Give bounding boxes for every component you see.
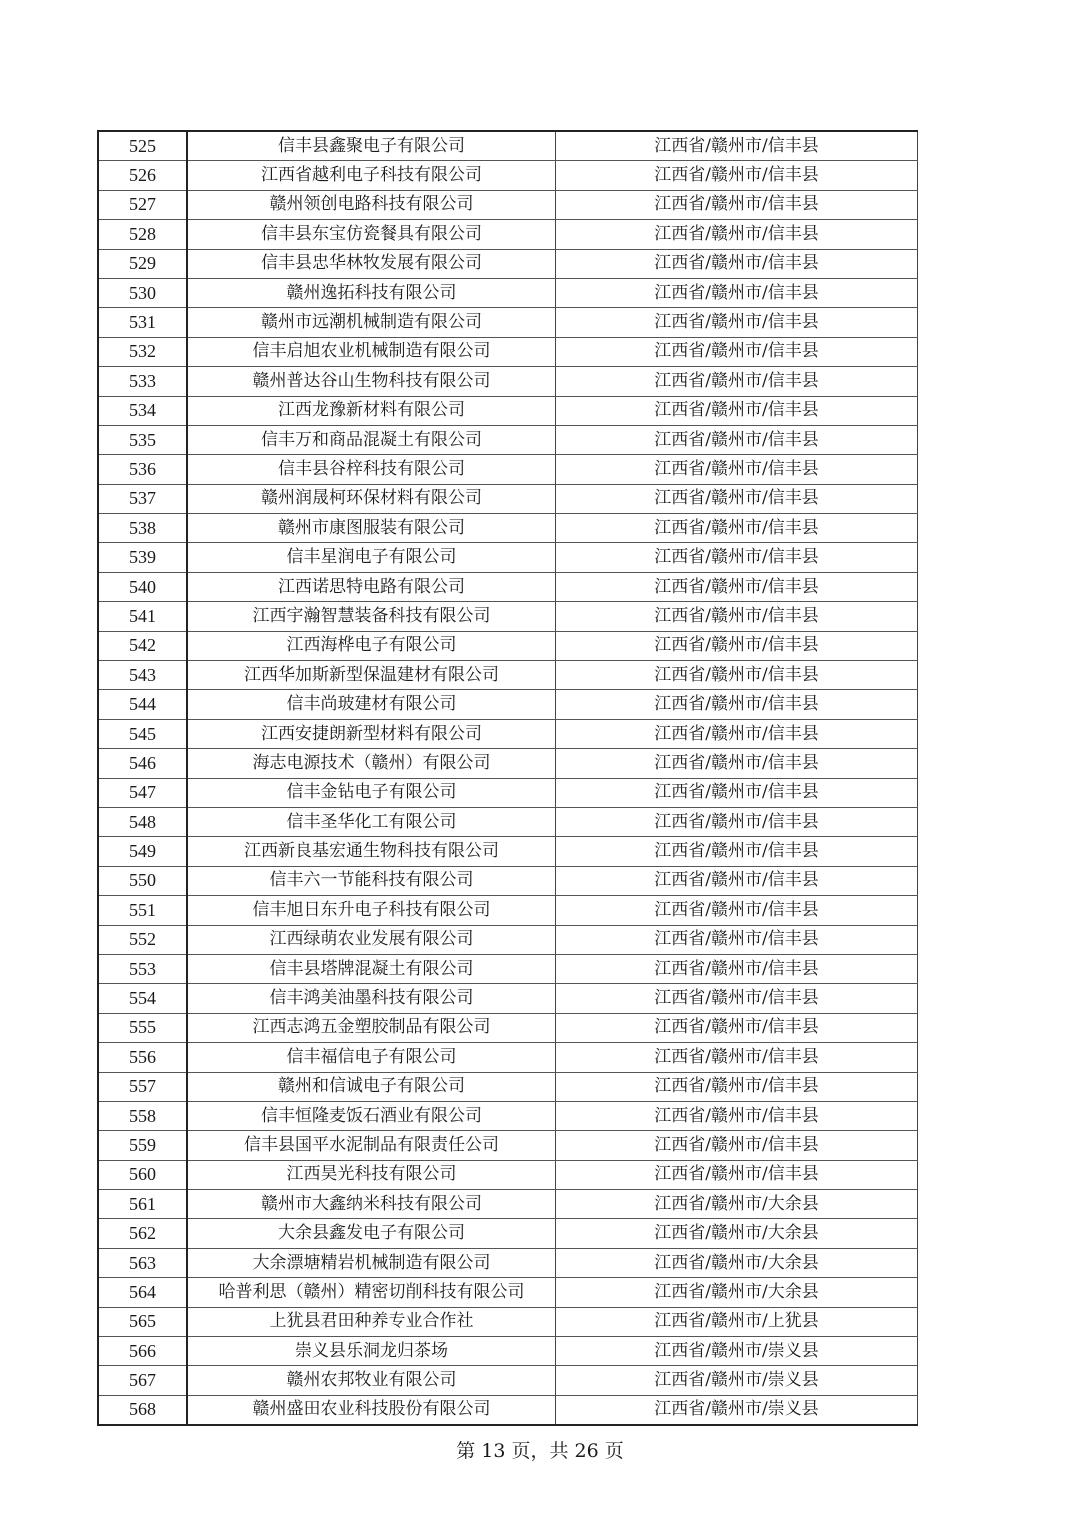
table-row (98, 249, 918, 278)
row-number-cell: 559 (98, 1131, 187, 1160)
company-name-cell: 江西海桦电子有限公司 (187, 631, 556, 660)
region-cell: 江西省/赣州市/信丰县 (556, 602, 918, 631)
company-name-cell: 崇义县乐洞龙归茶场 (187, 1337, 556, 1366)
row-number-cell: 529 (98, 249, 187, 278)
region-cell: 江西省/赣州市/信丰县 (556, 690, 918, 719)
table-row (98, 278, 918, 307)
region-cell: 江西省/赣州市/大余县 (556, 1190, 918, 1219)
table-row (98, 1337, 918, 1366)
company-name-cell: 大余县鑫发电子有限公司 (187, 1219, 556, 1248)
region-cell: 江西省/赣州市/上犹县 (556, 1307, 918, 1336)
table-row (98, 308, 918, 337)
region-cell: 江西省/赣州市/信丰县 (556, 1072, 918, 1101)
region-cell: 江西省/赣州市/信丰县 (556, 455, 918, 484)
row-number-cell: 551 (98, 896, 187, 925)
region-cell: 江西省/赣州市/信丰县 (556, 308, 918, 337)
company-name-cell: 信丰县塔牌混凝土有限公司 (187, 954, 556, 983)
company-name-cell: 信丰旭日东升电子科技有限公司 (187, 896, 556, 925)
row-number-cell: 542 (98, 631, 187, 660)
table-row (98, 484, 918, 513)
table-row (98, 602, 918, 631)
row-number-cell: 546 (98, 749, 187, 778)
table-row (98, 1190, 918, 1219)
table-row (98, 866, 918, 895)
table-row (98, 690, 918, 719)
company-name-cell: 信丰县谷梓科技有限公司 (187, 455, 556, 484)
region-cell: 江西省/赣州市/大余县 (556, 1248, 918, 1277)
company-name-cell: 江西龙豫新材料有限公司 (187, 396, 556, 425)
region-cell: 江西省/赣州市/信丰县 (556, 249, 918, 278)
table-row (98, 572, 918, 601)
row-number-cell: 540 (98, 572, 187, 601)
region-cell: 江西省/赣州市/信丰县 (556, 337, 918, 366)
row-number-cell: 543 (98, 661, 187, 690)
region-cell: 江西省/赣州市/信丰县 (556, 778, 918, 807)
region-cell: 江西省/赣州市/信丰县 (556, 1101, 918, 1130)
region-cell: 江西省/赣州市/信丰县 (556, 984, 918, 1013)
company-name-cell: 信丰圣华化工有限公司 (187, 807, 556, 836)
company-name-cell: 信丰恒隆麦饭石酒业有限公司 (187, 1101, 556, 1130)
region-cell: 江西省/赣州市/信丰县 (556, 543, 918, 572)
table-row (98, 631, 918, 660)
company-name-cell: 赣州逸拓科技有限公司 (187, 278, 556, 307)
row-number-cell: 536 (98, 455, 187, 484)
company-name-cell: 哈普利思（赣州）精密切削科技有限公司 (187, 1278, 556, 1307)
company-name-cell: 信丰县鑫聚电子有限公司 (187, 131, 556, 161)
page-number-footer: 第 13 页，共 26 页 (456, 1440, 624, 1462)
region-cell: 江西省/赣州市/信丰县 (556, 866, 918, 895)
row-number-cell: 528 (98, 220, 187, 249)
region-cell: 江西省/赣州市/大余县 (556, 1219, 918, 1248)
row-number-cell: 538 (98, 514, 187, 543)
region-cell: 江西省/赣州市/信丰县 (556, 484, 918, 513)
row-number-cell: 552 (98, 925, 187, 954)
company-name-cell: 信丰星润电子有限公司 (187, 543, 556, 572)
table-row (98, 984, 918, 1013)
row-number-cell: 565 (98, 1307, 187, 1336)
region-cell: 江西省/赣州市/信丰县 (556, 749, 918, 778)
table-row (98, 1278, 918, 1307)
company-name-cell: 大余漂塘精岩机械制造有限公司 (187, 1248, 556, 1277)
company-name-cell: 信丰鸿美油墨科技有限公司 (187, 984, 556, 1013)
row-number-cell: 539 (98, 543, 187, 572)
table-row (98, 455, 918, 484)
region-cell: 江西省/赣州市/崇义县 (556, 1366, 918, 1395)
region-cell: 江西省/赣州市/信丰县 (556, 425, 918, 454)
table-body (98, 131, 918, 1425)
row-number-cell: 558 (98, 1101, 187, 1130)
company-name-cell: 海志电源技术（赣州）有限公司 (187, 749, 556, 778)
company-name-cell: 江西省越利电子科技有限公司 (187, 161, 556, 190)
row-number-cell: 545 (98, 719, 187, 748)
table-row (98, 1307, 918, 1336)
table-row (98, 1101, 918, 1130)
company-name-cell: 信丰福信电子有限公司 (187, 1043, 556, 1072)
region-cell: 江西省/赣州市/信丰县 (556, 925, 918, 954)
row-number-cell: 541 (98, 602, 187, 631)
table-row (98, 719, 918, 748)
company-name-cell: 赣州普达谷山生物科技有限公司 (187, 367, 556, 396)
region-cell: 江西省/赣州市/崇义县 (556, 1395, 918, 1425)
row-number-cell: 556 (98, 1043, 187, 1072)
table-row (98, 1160, 918, 1189)
table-row (98, 837, 918, 866)
company-name-cell: 江西新良基宏通生物科技有限公司 (187, 837, 556, 866)
company-name-cell: 赣州润晟柯环保材料有限公司 (187, 484, 556, 513)
company-name-cell: 赣州市大鑫纳米科技有限公司 (187, 1190, 556, 1219)
region-cell: 江西省/赣州市/信丰县 (556, 1043, 918, 1072)
table-row (98, 1043, 918, 1072)
company-name-cell: 赣州市远潮机械制造有限公司 (187, 308, 556, 337)
row-number-cell: 563 (98, 1248, 187, 1277)
table-row (98, 1072, 918, 1101)
region-cell: 江西省/赣州市/信丰县 (556, 190, 918, 219)
table-row (98, 954, 918, 983)
table-row (98, 778, 918, 807)
region-cell: 江西省/赣州市/崇义县 (556, 1337, 918, 1366)
row-number-cell: 532 (98, 337, 187, 366)
region-cell: 江西省/赣州市/信丰县 (556, 837, 918, 866)
row-number-cell: 547 (98, 778, 187, 807)
company-name-cell: 江西宇瀚智慧装备科技有限公司 (187, 602, 556, 631)
row-number-cell: 525 (98, 131, 187, 161)
company-name-cell: 信丰尚玻建材有限公司 (187, 690, 556, 719)
row-number-cell: 549 (98, 837, 187, 866)
row-number-cell: 535 (98, 425, 187, 454)
company-name-cell: 上犹县君田种养专业合作社 (187, 1307, 556, 1336)
company-name-cell: 赣州盛田农业科技股份有限公司 (187, 1395, 556, 1425)
table-row (98, 925, 918, 954)
row-number-cell: 557 (98, 1072, 187, 1101)
company-name-cell: 信丰金钻电子有限公司 (187, 778, 556, 807)
table-row (98, 1395, 918, 1425)
row-number-cell: 533 (98, 367, 187, 396)
company-name-cell: 信丰启旭农业机械制造有限公司 (187, 337, 556, 366)
region-cell: 江西省/赣州市/信丰县 (556, 719, 918, 748)
region-cell: 江西省/赣州市/信丰县 (556, 220, 918, 249)
table-row (98, 514, 918, 543)
region-cell: 江西省/赣州市/信丰县 (556, 1131, 918, 1160)
company-name-cell: 信丰六一节能科技有限公司 (187, 866, 556, 895)
table-row (98, 1248, 918, 1277)
row-number-cell: 526 (98, 161, 187, 190)
row-number-cell: 530 (98, 278, 187, 307)
table-row (98, 190, 918, 219)
company-name-cell: 江西安捷朗新型材料有限公司 (187, 719, 556, 748)
table-row (98, 220, 918, 249)
table-row (98, 1131, 918, 1160)
table-row (98, 425, 918, 454)
company-name-cell: 赣州和信诚电子有限公司 (187, 1072, 556, 1101)
region-cell: 江西省/赣州市/信丰县 (556, 131, 918, 161)
region-cell: 江西省/赣州市/信丰县 (556, 631, 918, 660)
region-cell: 江西省/赣州市/信丰县 (556, 1013, 918, 1042)
row-number-cell: 553 (98, 954, 187, 983)
table-row (98, 396, 918, 425)
company-name-cell: 赣州市康图服装有限公司 (187, 514, 556, 543)
company-name-cell: 江西绿萌农业发展有限公司 (187, 925, 556, 954)
region-cell: 江西省/赣州市/信丰县 (556, 954, 918, 983)
row-number-cell: 527 (98, 190, 187, 219)
company-name-cell: 江西诺思特电路有限公司 (187, 572, 556, 601)
table-row (98, 131, 918, 161)
row-number-cell: 561 (98, 1190, 187, 1219)
region-cell: 江西省/赣州市/大余县 (556, 1278, 918, 1307)
company-name-cell: 江西昊光科技有限公司 (187, 1160, 556, 1189)
company-name-cell: 信丰县东宝仿瓷餐具有限公司 (187, 220, 556, 249)
table-row (98, 896, 918, 925)
company-name-cell: 信丰县国平水泥制品有限责任公司 (187, 1131, 556, 1160)
company-name-cell: 江西华加斯新型保温建材有限公司 (187, 661, 556, 690)
table-row (98, 367, 918, 396)
row-number-cell: 566 (98, 1337, 187, 1366)
region-cell: 江西省/赣州市/信丰县 (556, 896, 918, 925)
table-row (98, 1219, 918, 1248)
company-name-cell: 信丰县忠华林牧发展有限公司 (187, 249, 556, 278)
region-cell: 江西省/赣州市/信丰县 (556, 572, 918, 601)
row-number-cell: 562 (98, 1219, 187, 1248)
row-number-cell: 560 (98, 1160, 187, 1189)
table-row (98, 543, 918, 572)
table-row (98, 749, 918, 778)
row-number-cell: 534 (98, 396, 187, 425)
region-cell: 江西省/赣州市/信丰县 (556, 161, 918, 190)
region-cell: 江西省/赣州市/信丰县 (556, 661, 918, 690)
region-cell: 江西省/赣州市/信丰县 (556, 1160, 918, 1189)
table-row (98, 661, 918, 690)
company-name-cell: 江西志鸿五金塑胶制品有限公司 (187, 1013, 556, 1042)
company-name-cell: 赣州农邦牧业有限公司 (187, 1366, 556, 1395)
region-cell: 江西省/赣州市/信丰县 (556, 807, 918, 836)
row-number-cell: 537 (98, 484, 187, 513)
company-list-table (97, 130, 918, 1426)
row-number-cell: 568 (98, 1395, 187, 1425)
table-row (98, 807, 918, 836)
row-number-cell: 531 (98, 308, 187, 337)
row-number-cell: 550 (98, 866, 187, 895)
region-cell: 江西省/赣州市/信丰县 (556, 396, 918, 425)
row-number-cell: 555 (98, 1013, 187, 1042)
region-cell: 江西省/赣州市/信丰县 (556, 367, 918, 396)
row-number-cell: 544 (98, 690, 187, 719)
table-row (98, 161, 918, 190)
company-name-cell: 信丰万和商品混凝土有限公司 (187, 425, 556, 454)
region-cell: 江西省/赣州市/信丰县 (556, 278, 918, 307)
table-row (98, 1013, 918, 1042)
row-number-cell: 548 (98, 807, 187, 836)
company-name-cell: 赣州领创电路科技有限公司 (187, 190, 556, 219)
region-cell: 江西省/赣州市/信丰县 (556, 514, 918, 543)
row-number-cell: 564 (98, 1278, 187, 1307)
row-number-cell: 554 (98, 984, 187, 1013)
table-row (98, 1366, 918, 1395)
table-row (98, 337, 918, 366)
row-number-cell: 567 (98, 1366, 187, 1395)
